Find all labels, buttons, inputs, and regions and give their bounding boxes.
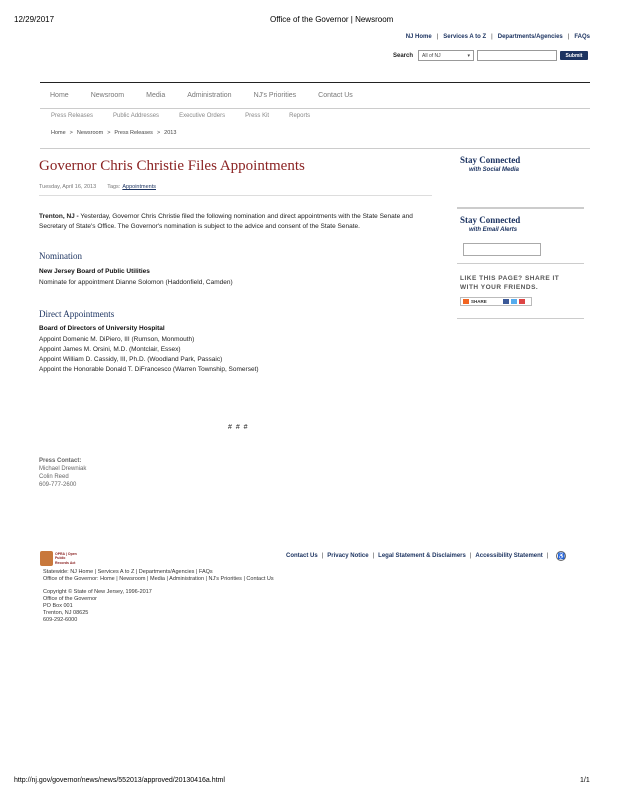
share-prompt: LIKE THIS PAGE? SHARE IT WITH YOUR FRIENDS. bbox=[460, 275, 560, 291]
utility-nav bbox=[406, 34, 590, 40]
breadcrumb-press-releases[interactable]: Press Releases bbox=[114, 130, 153, 136]
main-nav-media[interactable]: Media bbox=[146, 92, 166, 99]
social-subtitle[interactable]: with Social Media bbox=[469, 167, 520, 173]
opra-logo-text bbox=[55, 552, 78, 566]
sub-nav-press-releases[interactable]: Press Releases bbox=[51, 113, 94, 119]
separator: | bbox=[546, 553, 549, 559]
breadcrumb-home[interactable]: Home bbox=[51, 130, 66, 136]
divider bbox=[39, 195, 432, 196]
sub-nav-executive-orders[interactable]: Executive Orders bbox=[179, 113, 226, 119]
main-nav-newsroom[interactable]: Newsroom bbox=[90, 92, 125, 99]
nomination-line: Nominate for appointment Dianne Solomon (Haddonfield, Camden) bbox=[39, 279, 233, 286]
sub-nav-public-addresses[interactable]: Public Addresses bbox=[113, 113, 160, 119]
direct-appointments-heading: Direct Appointments bbox=[39, 309, 115, 319]
appointment-line: Appoint James M. Orsini, M.D. (Montclair, Essex) bbox=[39, 346, 181, 353]
article-lead bbox=[39, 212, 431, 232]
breadcrumb-separator: > bbox=[156, 130, 161, 136]
share-plus-icon bbox=[463, 299, 469, 304]
opra-logo-line: OPRA | Open bbox=[54, 551, 77, 556]
print-url: http://nj.gov/governor/news/news/552013/approved/20130416a.html bbox=[14, 777, 225, 784]
footer-phone: 609-292-6000 bbox=[43, 617, 78, 623]
print-page-title: Office of the Governor | Newsroom bbox=[270, 15, 394, 24]
nomination-heading: Nomination bbox=[39, 251, 82, 261]
footer-legal-link[interactable]: Legal Statement & Disclaimers bbox=[378, 553, 466, 559]
search-input[interactable] bbox=[477, 50, 557, 61]
footer-statewide-links[interactable]: Statewide: NJ Home | Services A to Z | Departments/Agencies | FAQs bbox=[43, 569, 213, 575]
separator: | bbox=[469, 553, 472, 559]
main-nav-administration[interactable]: Administration bbox=[187, 92, 232, 99]
page-title: Governor Chris Christie Files Appointments bbox=[39, 158, 305, 174]
share-button[interactable] bbox=[460, 297, 532, 306]
press-contact-label: Press Contact: bbox=[39, 458, 82, 464]
footer-privacy-link[interactable]: Privacy Notice bbox=[327, 553, 369, 559]
email-icon bbox=[519, 299, 525, 304]
tags-label: Tags: bbox=[107, 184, 121, 190]
search-submit-button[interactable]: Submit bbox=[560, 51, 588, 60]
divider bbox=[457, 207, 584, 209]
end-marker: # # # bbox=[228, 424, 249, 431]
divider bbox=[40, 148, 590, 149]
social-title: Stay Connected bbox=[460, 155, 521, 165]
opra-logo-icon bbox=[40, 551, 53, 566]
footer-address-line: Office of the Governor bbox=[43, 596, 98, 602]
breadcrumb-separator: > bbox=[107, 130, 111, 136]
email-title: Stay Connected bbox=[460, 215, 521, 225]
tag-link[interactable]: Appointments bbox=[122, 184, 156, 190]
separator: | bbox=[491, 34, 493, 40]
press-contact-line: Colin Reed bbox=[39, 474, 69, 480]
util-nav-faqs[interactable]: FAQs bbox=[574, 34, 590, 40]
twitter-icon bbox=[511, 299, 517, 304]
opra-logo-line: Public Records Act bbox=[54, 556, 76, 565]
footer-office-links[interactable]: Office of the Governor: Home | Newsroom | Media | Administration | NJ's Priorities | Contact Us bbox=[43, 576, 274, 582]
separator: | bbox=[567, 34, 570, 40]
util-nav-services[interactable]: Services A to Z bbox=[443, 34, 487, 40]
breadcrumb-year[interactable]: 2013 bbox=[164, 130, 177, 136]
lead-text: Yesterday, Governor Chris Christie filed the following nomination and direct appointments with the State Senate and Secretary of State's Office. The Governor's nomination is subject to the advice and consent of the State Senate. bbox=[39, 213, 413, 230]
direct-board: Board of Directors of University Hospital bbox=[39, 325, 165, 332]
sub-nav bbox=[51, 113, 330, 119]
search-bar bbox=[393, 50, 588, 61]
press-contact-line: Michael Drewniak bbox=[39, 466, 87, 472]
email-alert-input[interactable] bbox=[463, 243, 541, 256]
breadcrumb-newsroom[interactable]: Newsroom bbox=[76, 130, 104, 136]
divider bbox=[457, 318, 584, 319]
main-nav-priorities[interactable]: NJ's Priorities bbox=[253, 92, 297, 99]
util-nav-nj-home[interactable]: NJ Home bbox=[405, 34, 432, 40]
print-date: 12/29/2017 bbox=[14, 15, 55, 24]
opra-logo[interactable] bbox=[40, 550, 78, 567]
appointment-line: Appoint Domenic M. DiPiero, III (Rumson, Monmouth) bbox=[39, 336, 195, 343]
separator: | bbox=[321, 553, 324, 559]
article-date: Tuesday, April 16, 2013 bbox=[39, 184, 97, 190]
breadcrumb bbox=[51, 130, 176, 136]
email-subtitle[interactable]: with Email Alerts bbox=[469, 227, 518, 233]
dateline: Trenton, NJ - bbox=[39, 213, 79, 220]
footer-links bbox=[286, 551, 566, 561]
article-meta bbox=[39, 184, 156, 190]
accessibility-icon[interactable]: ♿ bbox=[556, 551, 566, 561]
footer-address-line: PO Box 001 bbox=[43, 603, 73, 609]
nomination-board: New Jersey Board of Public Utilities bbox=[39, 268, 150, 275]
footer-accessibility-link[interactable]: Accessibility Statement bbox=[475, 553, 543, 559]
separator: | bbox=[436, 34, 439, 40]
divider bbox=[457, 263, 584, 264]
appointment-line: Appoint William D. Cassidy, III, Ph.D. (Woodland Park, Passaic) bbox=[39, 356, 223, 363]
sub-nav-reports[interactable]: Reports bbox=[289, 113, 311, 119]
separator: | bbox=[372, 553, 375, 559]
facebook-icon bbox=[503, 299, 509, 304]
chevron-down-icon: ▾ bbox=[467, 52, 471, 59]
footer-contact-link[interactable]: Contact Us bbox=[286, 553, 318, 559]
util-nav-departments[interactable]: Departments/Agencies bbox=[497, 34, 563, 40]
breadcrumb-separator: > bbox=[69, 130, 73, 136]
search-scope-select[interactable] bbox=[418, 50, 474, 61]
main-nav bbox=[40, 82, 590, 109]
search-scope-value: All of NJ bbox=[422, 52, 441, 59]
print-page-count: 1/1 bbox=[580, 777, 590, 784]
footer-address-line: Trenton, NJ 08625 bbox=[43, 610, 89, 616]
share-label: SHARE bbox=[471, 299, 487, 304]
footer-copyright: Copyright © State of New Jersey, 1996-2017 bbox=[43, 589, 152, 595]
sub-nav-press-kit[interactable]: Press Kit bbox=[245, 113, 270, 119]
press-contact-phone: 609-777-2600 bbox=[39, 482, 77, 488]
main-nav-contact[interactable]: Contact Us bbox=[318, 92, 353, 99]
appointment-line: Appoint the Honorable Donald T. DiFrancesco (Warren Township, Somerset) bbox=[39, 366, 259, 373]
search-label: Search bbox=[393, 52, 414, 59]
main-nav-home[interactable]: Home bbox=[50, 92, 69, 99]
